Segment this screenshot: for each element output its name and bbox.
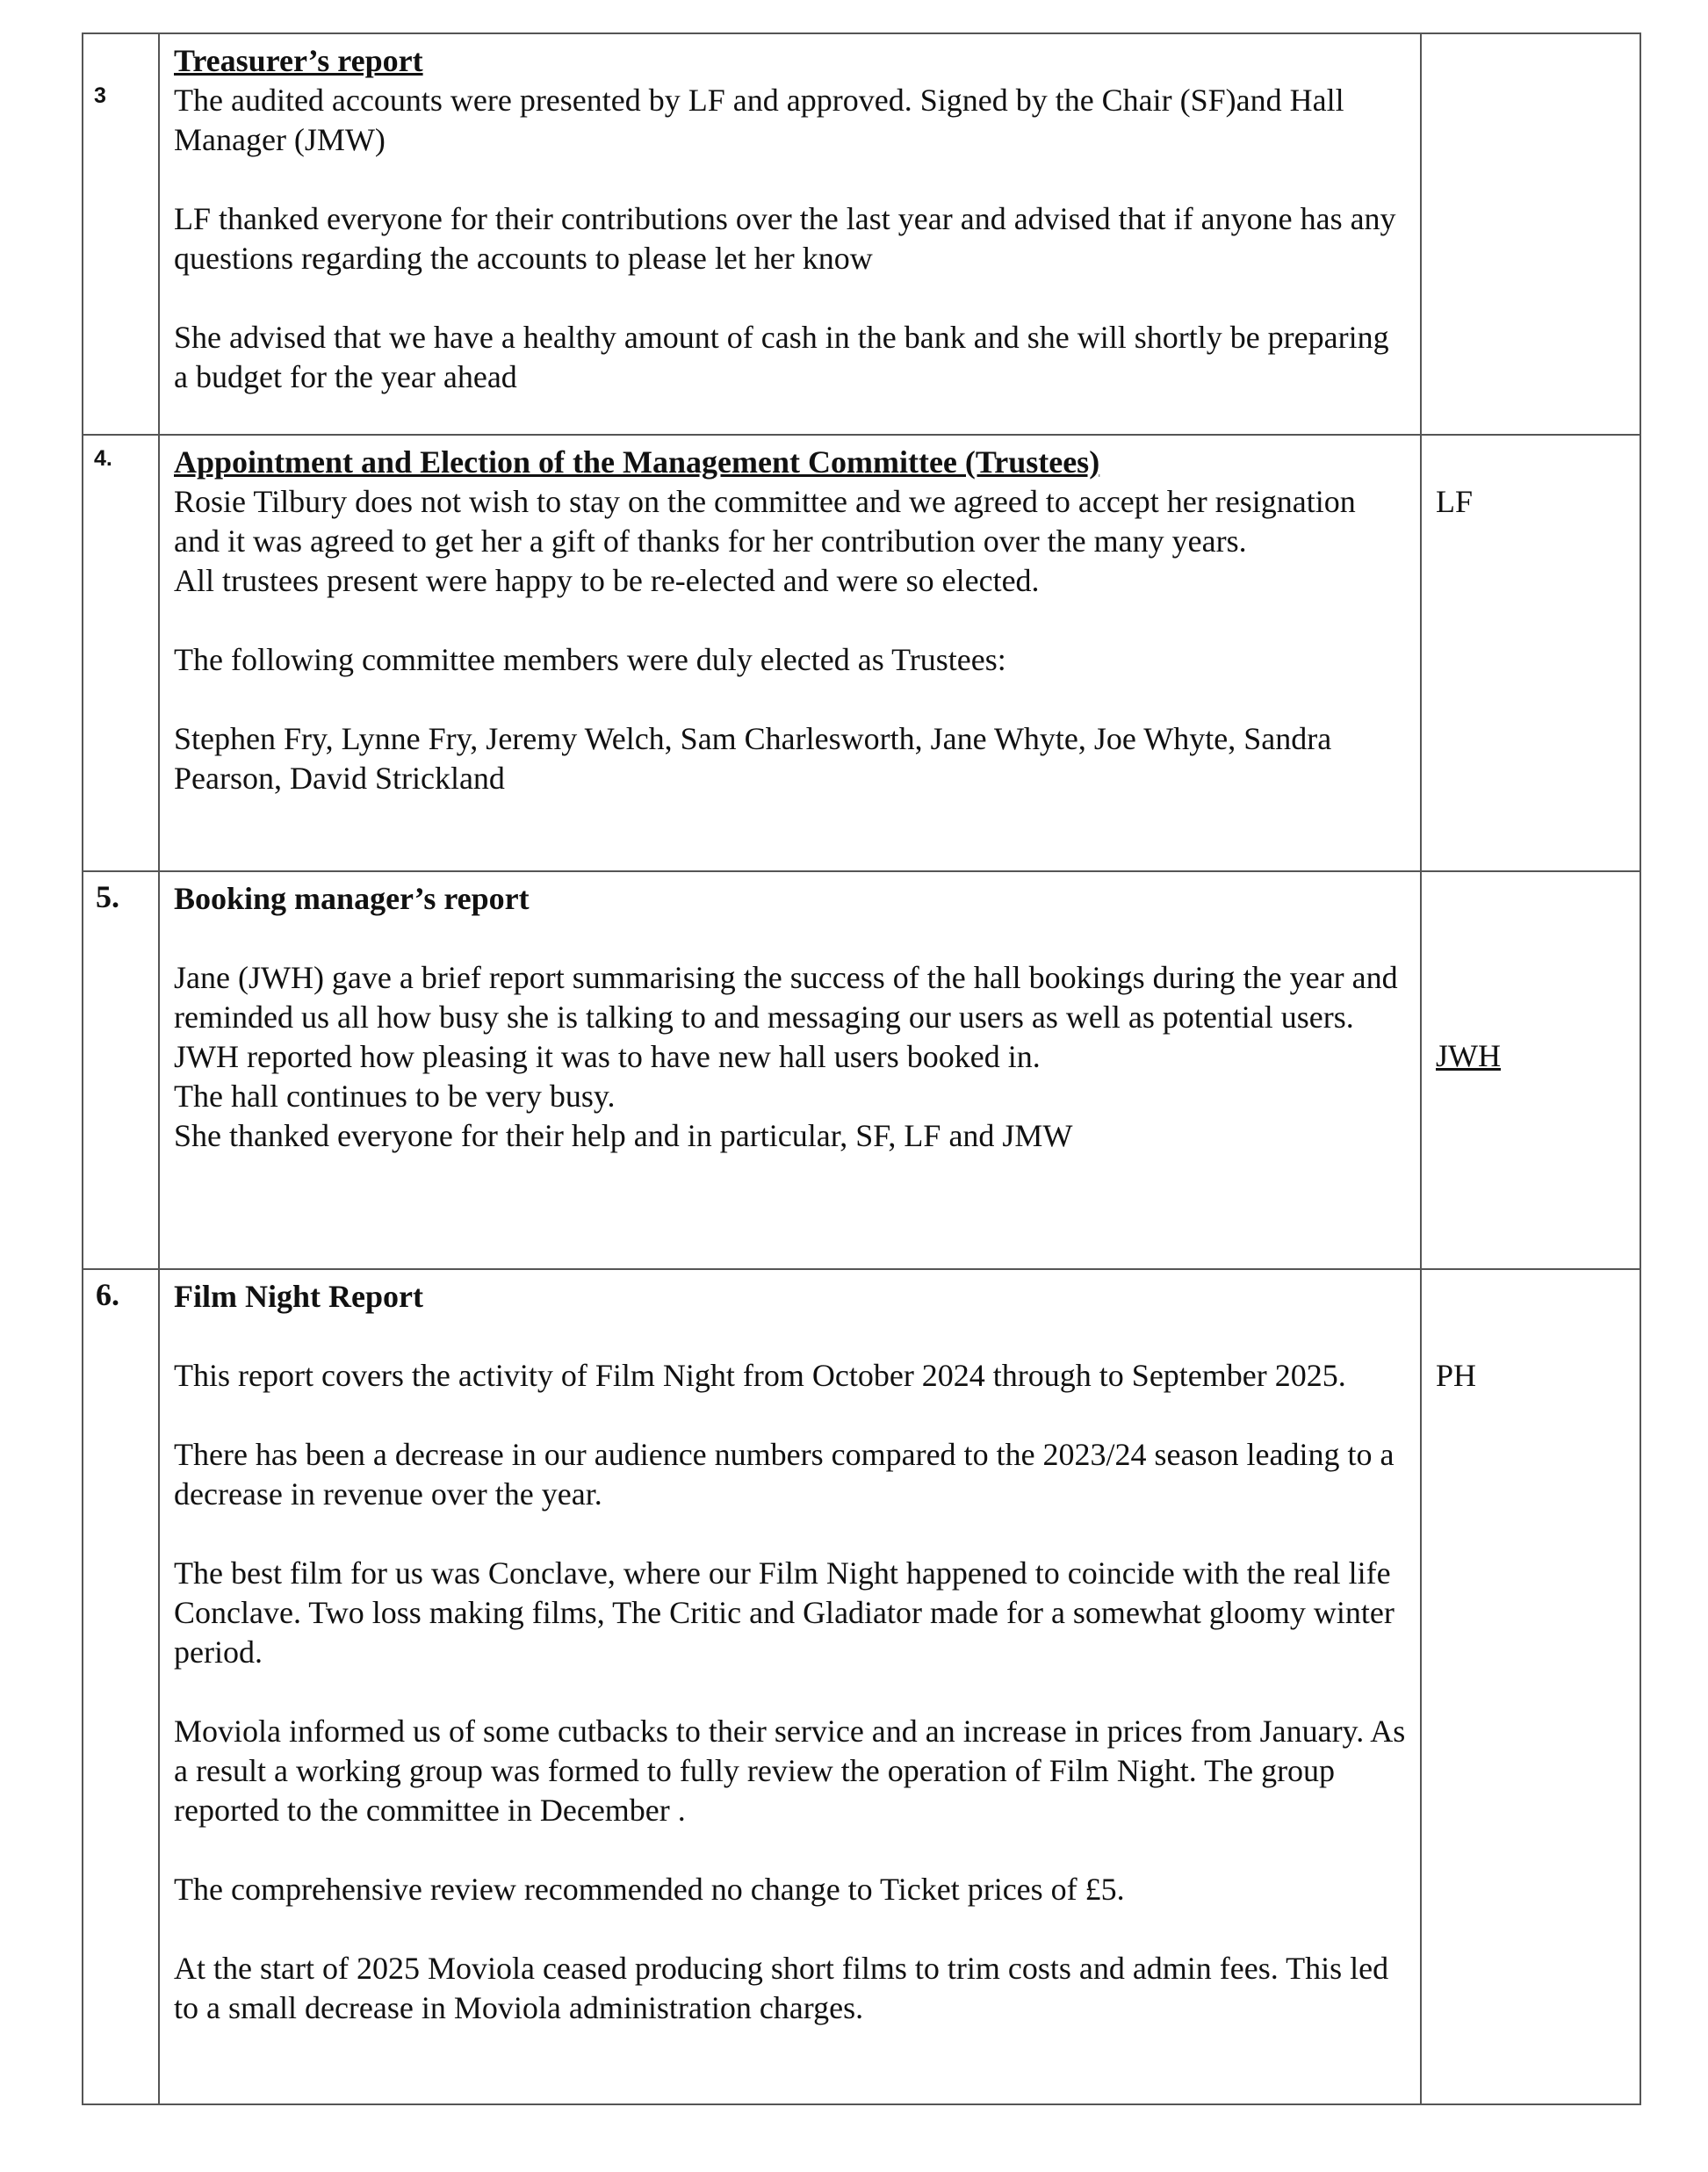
- section-heading: Treasurer’s report: [174, 43, 423, 78]
- paragraph: The best film for us was Conclave, where our Film Night happened to coincide with the real life Conclave. Two loss making films, The Critic and Gladiator made for a somewhat gloomy winter period.: [174, 1555, 1395, 1670]
- item-number-cell: [83, 1270, 160, 2103]
- item-number-cell: [83, 872, 160, 1268]
- paragraph: The audited accounts were presented by LF and approved. Signed by the Chair (SF)and Hall Manager (JMW): [174, 83, 1344, 157]
- paragraph: Moviola informed us of some cutbacks to their service and an increase in prices from January. As a result a working group was formed to fully review the operation of Film Night. The group reported to the committee in December .: [174, 1714, 1406, 1828]
- paragraph: Jane (JWH) gave a brief report summarising the success of the hall bookings during the year and reminded us all how busy she is talking to and messaging our users as well as potential users. JWH reported how pleasing it was to have new hall users booked in.: [174, 960, 1398, 1074]
- item-content-cell: [160, 34, 1422, 434]
- paragraph: She advised that we have a healthy amount of cash in the bank and she will shortly be preparing a budget for the year ahead: [174, 320, 1389, 394]
- action-cell: [1422, 34, 1640, 434]
- paragraph: The hall continues to be very busy.: [174, 1079, 616, 1114]
- paragraph: The following committee members were duly elected as Trustees:: [174, 642, 1006, 677]
- paragraph: At the start of 2025 Moviola ceased producing short films to trim costs and admin fees. This led to a small decrease in Moviola administration charges.: [174, 1951, 1389, 2025]
- item-number: 6.: [96, 1277, 119, 1312]
- paragraph: She thanked everyone for their help and in particular, SF, LF and JMW: [174, 1118, 1073, 1153]
- action-owner: LF: [1436, 484, 1474, 519]
- paragraph: There has been a decrease in our audience numbers compared to the 2023/24 season leading to a decrease in revenue over the year.: [174, 1437, 1395, 1512]
- paragraph: LF thanked everyone for their contributions over the last year and advised that if anyone has any questions regarding the accounts to please let her know: [174, 201, 1396, 276]
- item-number: 3: [94, 83, 106, 108]
- item-content-cell: [160, 436, 1422, 870]
- item-number: 5.: [96, 879, 119, 914]
- paragraph: Rosie Tilbury does not wish to stay on the committee and we agreed to accept her resignation and it was agreed to get her a gift of thanks for her contribution over the many years.: [174, 484, 1356, 559]
- section-heading: Booking manager’s report: [174, 881, 530, 916]
- section-heading: Film Night Report: [174, 1279, 423, 1314]
- action-owner: JWH: [1436, 1038, 1501, 1073]
- section-row-treasurer: [83, 34, 1640, 436]
- action-owner: PH: [1436, 1358, 1477, 1393]
- item-number-cell: [83, 436, 160, 870]
- action-cell: [1422, 872, 1640, 1268]
- item-number-cell: [83, 34, 160, 434]
- item-content-cell: [160, 872, 1422, 1268]
- paragraph: The comprehensive review recommended no change to Ticket prices of £5.: [174, 1872, 1125, 1907]
- action-cell: [1422, 436, 1640, 870]
- minutes-table: [82, 32, 1641, 2105]
- section-row-trustees: [83, 436, 1640, 872]
- section-row-booking: [83, 872, 1640, 1270]
- paragraph: This report covers the activity of Film Night from October 2024 through to September 2025.: [174, 1358, 1346, 1393]
- section-heading: Appointment and Election of the Management Committee (Trustees): [174, 444, 1100, 480]
- section-row-film-night: [83, 1270, 1640, 2103]
- action-cell: [1422, 1270, 1640, 2103]
- paragraph: Stephen Fry, Lynne Fry, Jeremy Welch, Sam Charlesworth, Jane Whyte, Joe Whyte, Sandra Pearson, David Strickland: [174, 721, 1332, 796]
- paragraph: All trustees present were happy to be re-elected and were so elected.: [174, 563, 1040, 598]
- item-number: 4.: [94, 446, 112, 471]
- item-content-cell: [160, 1270, 1422, 2103]
